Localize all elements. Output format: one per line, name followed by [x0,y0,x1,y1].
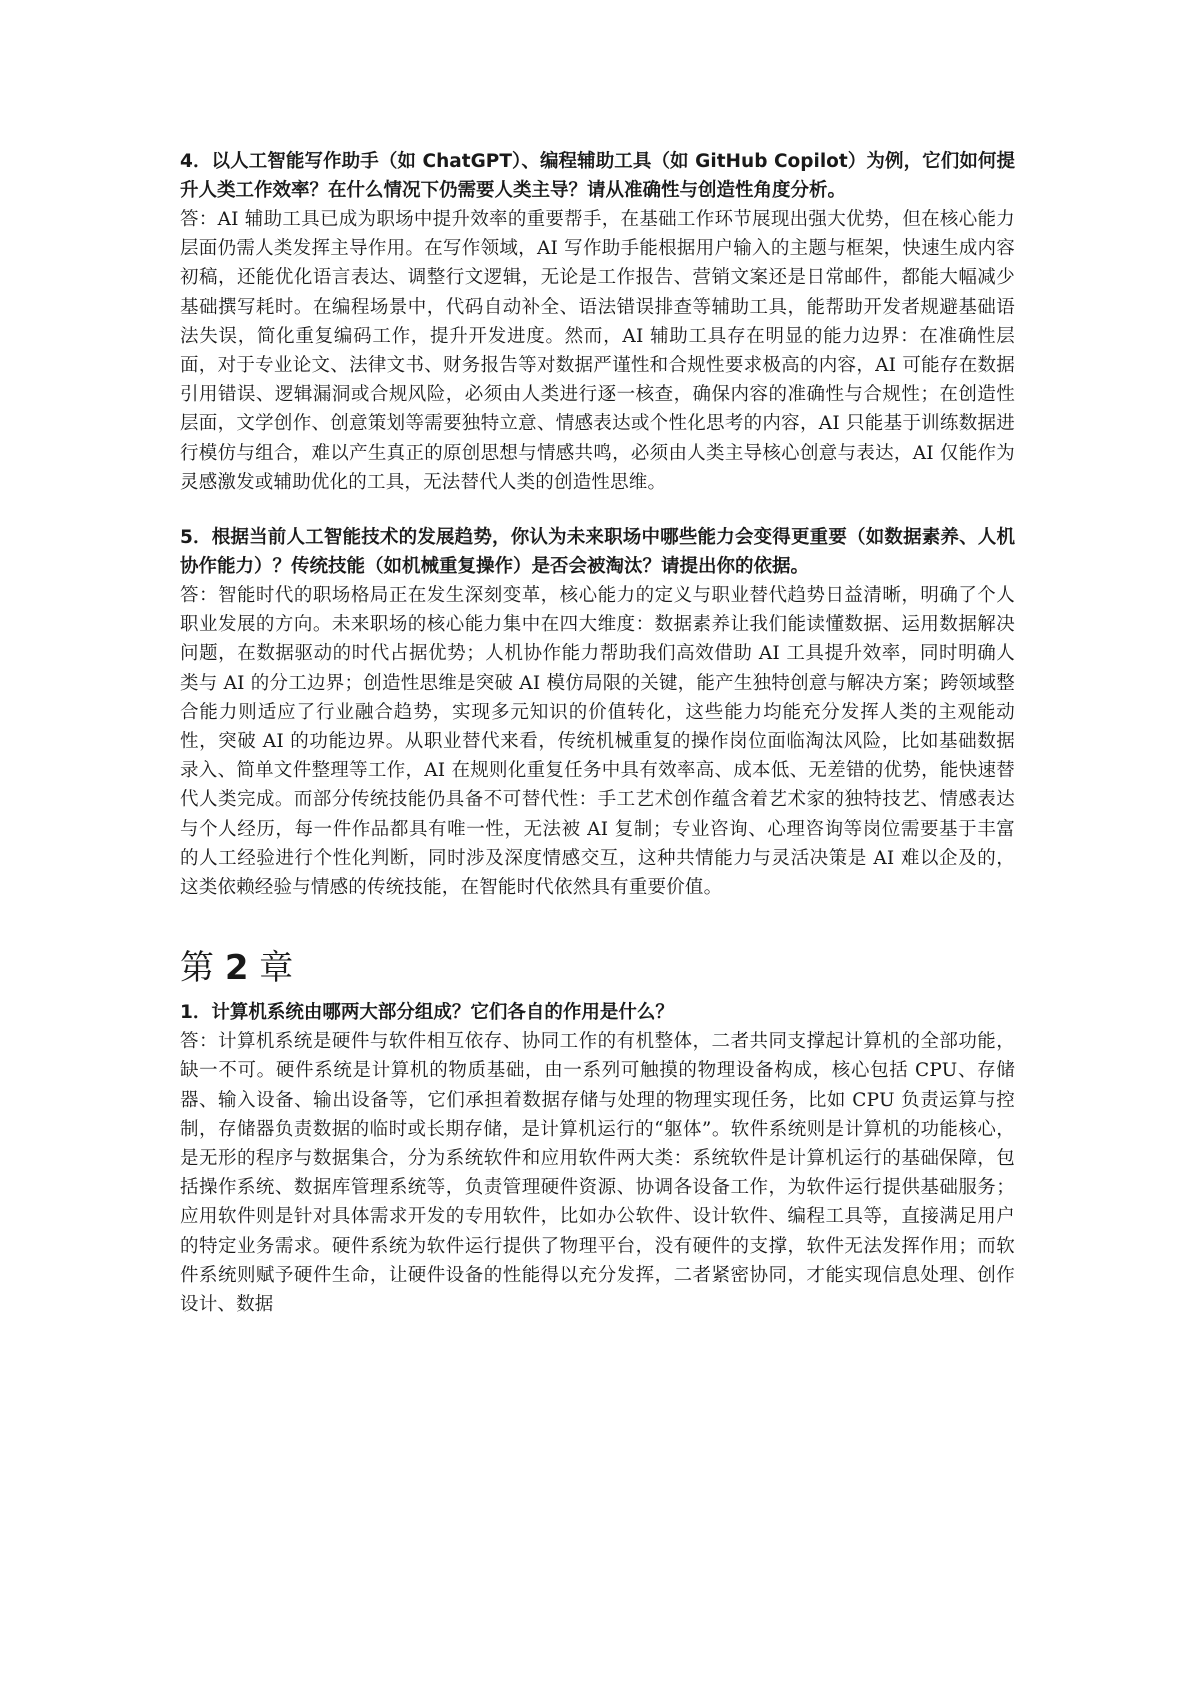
chapter-heading [180,946,1015,990]
question-section-5 [180,523,1015,902]
chapter-number: 2 [224,948,249,989]
chapter-2-question-1 [180,998,1015,1319]
question-4-answer: 答：AI 辅助工具已成为职场中提升效率的重要帮手，在基础工作环节展现出强大优势，但在核心能力层面仍需人类发挥主导作用。在写作领域，AI 写作助手能根据用户输入的主题与框架，快速生成内容初稿，还能优化语言表达、调整行文逻辑，无论是工作报告、营销文案还是日常邮件，都能大幅减少基础撰写耗时。在编程场景中，代码自动补全、语法错误排查等辅助工具，能帮助开发者规避基础语法失误，简化重复编码工作，提升开发进度。然而，AI 辅助工具存在明显的能力边界：在准确性层面，对于专业论文、法律文书、财务报告等对数据严谨性和合规性要求极高的内容，AI 可能存在数据引用错误、逻辑漏洞或合规风险，必须由人类进行逐一核查，确保内容的准确性与合规性；在创造性层面，文学创作、创意策划等需要独特立意、情感表达或个性化思考的内容，AI 只能基于训练数据进行模仿与组合，难以产生真正的原创思想与情感共鸣，必须由人类主导核心创意与表达，AI 仅能作为灵感激发或辅助优化的工具，无法替代人类的创造性思维。 [180,209,1015,493]
chapter-prefix: 第 [180,948,214,989]
document-page [180,147,1015,1319]
question-5-answer: 答：智能时代的职场格局正在发生深刻变革，核心能力的定义与职业替代趋势日益清晰，明确了个人职业发展的方向。未来职场的核心能力集中在四大维度：数据素养让我们能读懂数据、运用数据解决问题，在数据驱动的时代占据优势；人机协作能力帮助我们高效借助 AI 工具提升效率，同时明确人类与 AI 的分工边界；创造性思维是突破 AI 模仿局限的关键，能产生独特创意与解决方案；跨领域整合能力则适应了行业融合趋势，实现多元知识的价值转化，这些能力均能充分发挥人类的主观能动性，突破 AI 的功能边界。从职业替代来看，传统机械重复的操作岗位面临淘汰风险，比如基础数据录入、简单文件整理等工作，AI 在规则化重复任务中具有效率高、成本低、无差错的优势，能快速替代人类完成。而部分传统技能仍具备不可替代性：手工艺术创作蕴含着艺术家的独特技艺、情感表达与个人经历，每一件作品都具有唯一性，无法被 AI 复制；专业咨询、心理咨询等岗位需要基于丰富的人工经验进行个性化判断，同时涉及深度情感交互，这种共情能力与灵活决策是 AI 难以企及的，这类依赖经验与情感的传统技能，在智能时代依然具有重要价值。 [180,585,1015,899]
chapter-2-question-1-title: 1．计算机系统由哪两大部分组成？它们各自的作用是什么？ [180,1002,674,1024]
question-5-title: 5．根据当前人工智能技术的发展趋势，你认为未来职场中哪些能力会变得更重要（如数据素养、人机协作能力）？传统技能（如机械重复操作）是否会被淘汰？请提出你的依据。 [180,527,1015,578]
chapter-suffix: 章 [259,948,294,989]
question-section-4 [180,147,1015,497]
section-spacer [180,497,1015,523]
question-4-title: 4．以人工智能写作助手（如 ChatGPT）、编程辅助工具（如 GitHub Copilot）为例，它们如何提升人类工作效率？在什么情况下仍需要人类主导？请从准确性与创造性角度分析。 [180,151,1015,201]
chapter-2-question-1-answer: 答：计算机系统是硬件与软件相互依存、协同工作的有机整体，二者共同支撑起计算机的全部功能，缺一不可。硬件系统是计算机的物质基础，由一系列可触摸的物理设备构成，核心包括 CPU、存储器、输入设备、输出设备等，它们承担着数据存储与处理的物理实现任务，比如 CPU 负责运算与控制，存储器负责数据的临时或长期存储，是计算机运行的“躯体”。软件系统则是计算机的功能核心，是无形的程序与数据集合，分为系统软件和应用软件两大类：系统软件是计算机运行的基础保障，包括操作系统、数据库管理系统等，负责管理硬件资源、协调各设备工作，为软件运行提供基础服务；应用软件则是针对具体需求开发的专用软件，比如办公软件、设计软件、编程工具等，直接满足用户的特定业务需求。硬件系统为软件运行提供了物理平台，没有硬件的支撑，软件无法发挥作用；而软件系统则赋予硬件生命，让硬件设备的性能得以充分发挥，二者紧密协同，才能实现信息处理、创作设计、数据 [180,1031,1015,1316]
